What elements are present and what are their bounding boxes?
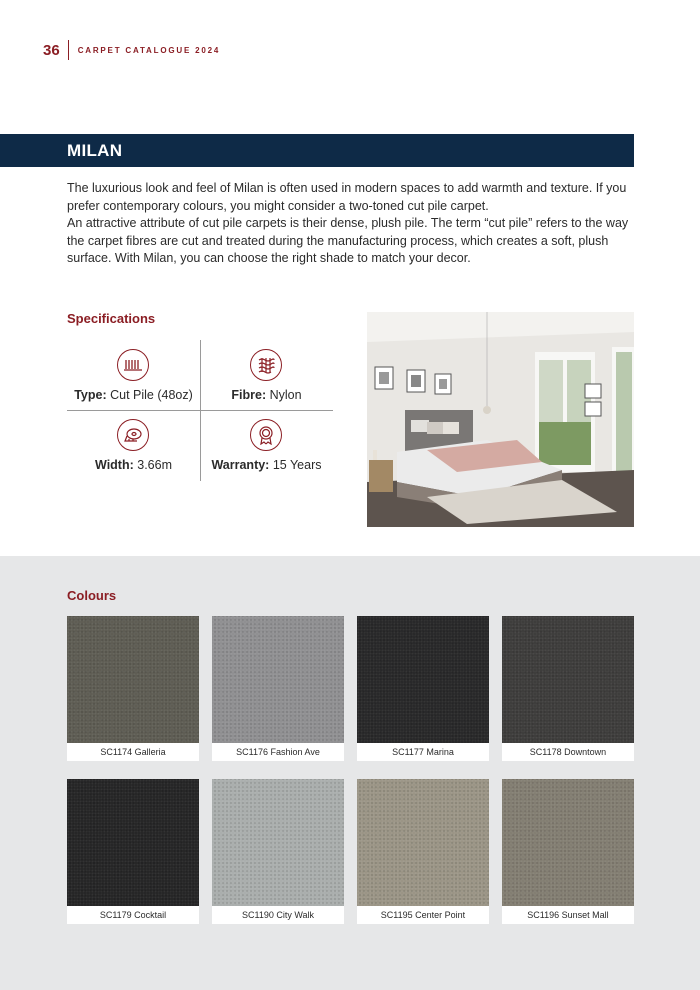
swatch-tile bbox=[67, 616, 199, 743]
measuring-tape-icon bbox=[117, 419, 149, 451]
spec-value: 15 Years bbox=[272, 458, 322, 472]
spec-label: Width: bbox=[95, 458, 134, 472]
spec-type-text bbox=[57, 388, 210, 402]
swatch-label: SC1190 City Walk bbox=[212, 906, 344, 924]
colours-heading: Colours bbox=[67, 588, 117, 603]
swatch-tile bbox=[357, 616, 489, 743]
swatch-tile bbox=[502, 616, 634, 743]
swatch-tile bbox=[502, 779, 634, 906]
spec-type bbox=[67, 340, 200, 410]
spec-value: Cut Pile (48oz) bbox=[110, 388, 193, 402]
spec-value: 3.66m bbox=[137, 458, 172, 472]
warranty-badge-icon bbox=[250, 419, 282, 451]
catalogue-title: CARPET CATALOGUE 2024 bbox=[77, 45, 221, 55]
swatch-label: SC1195 Center Point bbox=[357, 906, 489, 924]
swatch-tile bbox=[212, 779, 344, 906]
colour-swatch bbox=[67, 779, 199, 924]
swatch-label: SC1179 Cocktail bbox=[67, 906, 199, 924]
colour-swatch bbox=[502, 616, 634, 761]
swatch-label: SC1196 Sunset Mall bbox=[502, 906, 634, 924]
spec-label: Fibre: bbox=[231, 388, 267, 402]
spec-fibre bbox=[200, 340, 333, 410]
swatch-label: SC1174 Galleria bbox=[67, 743, 199, 761]
description-paragraph: An attractive attribute of cut pile carpets is their dense, plush pile. The term “cut pile” refers to the way the carpet fibres are cut and treated during the manufacturing process, which creates a soft, plush surface. With Milan, you can choose the right shade to match your decor. bbox=[67, 216, 629, 265]
header-divider bbox=[68, 40, 69, 60]
spec-label: Type: bbox=[74, 388, 107, 402]
page-header bbox=[43, 40, 220, 60]
specifications-grid bbox=[67, 340, 333, 481]
product-title-bar bbox=[0, 134, 634, 167]
spec-width bbox=[67, 411, 200, 481]
spec-warranty-text bbox=[190, 458, 343, 472]
colour-swatch bbox=[357, 616, 489, 761]
description-paragraph: The luxurious look and feel of Milan is often used in modern spaces to add warmth and texture. If you prefer contemporary colours, you might consider a two-toned cut pile carpet. bbox=[67, 181, 627, 213]
product-name: MILAN bbox=[67, 141, 123, 160]
product-description bbox=[67, 180, 637, 268]
colour-swatch bbox=[502, 779, 634, 924]
spec-label: Warranty: bbox=[211, 458, 270, 472]
page-number: 36 bbox=[43, 41, 60, 59]
specifications-heading: Specifications bbox=[67, 311, 156, 326]
colour-swatch bbox=[212, 616, 344, 761]
carpet-pile-icon bbox=[117, 349, 149, 381]
colour-swatch bbox=[67, 616, 199, 761]
swatch-tile bbox=[212, 616, 344, 743]
spec-warranty bbox=[200, 411, 333, 481]
swatch-label: SC1176 Fashion Ave bbox=[212, 743, 344, 761]
fibre-weave-icon bbox=[250, 349, 282, 381]
swatch-label: SC1177 Marina bbox=[357, 743, 489, 761]
bedroom-photo bbox=[367, 312, 634, 527]
spec-width-text bbox=[57, 458, 210, 472]
colour-swatch bbox=[212, 779, 344, 924]
swatch-tile bbox=[357, 779, 489, 906]
swatch-label: SC1178 Downtown bbox=[502, 743, 634, 761]
swatch-tile bbox=[67, 779, 199, 906]
spec-value: Nylon bbox=[269, 388, 302, 402]
spec-fibre-text bbox=[190, 388, 343, 402]
colour-swatch bbox=[357, 779, 489, 924]
